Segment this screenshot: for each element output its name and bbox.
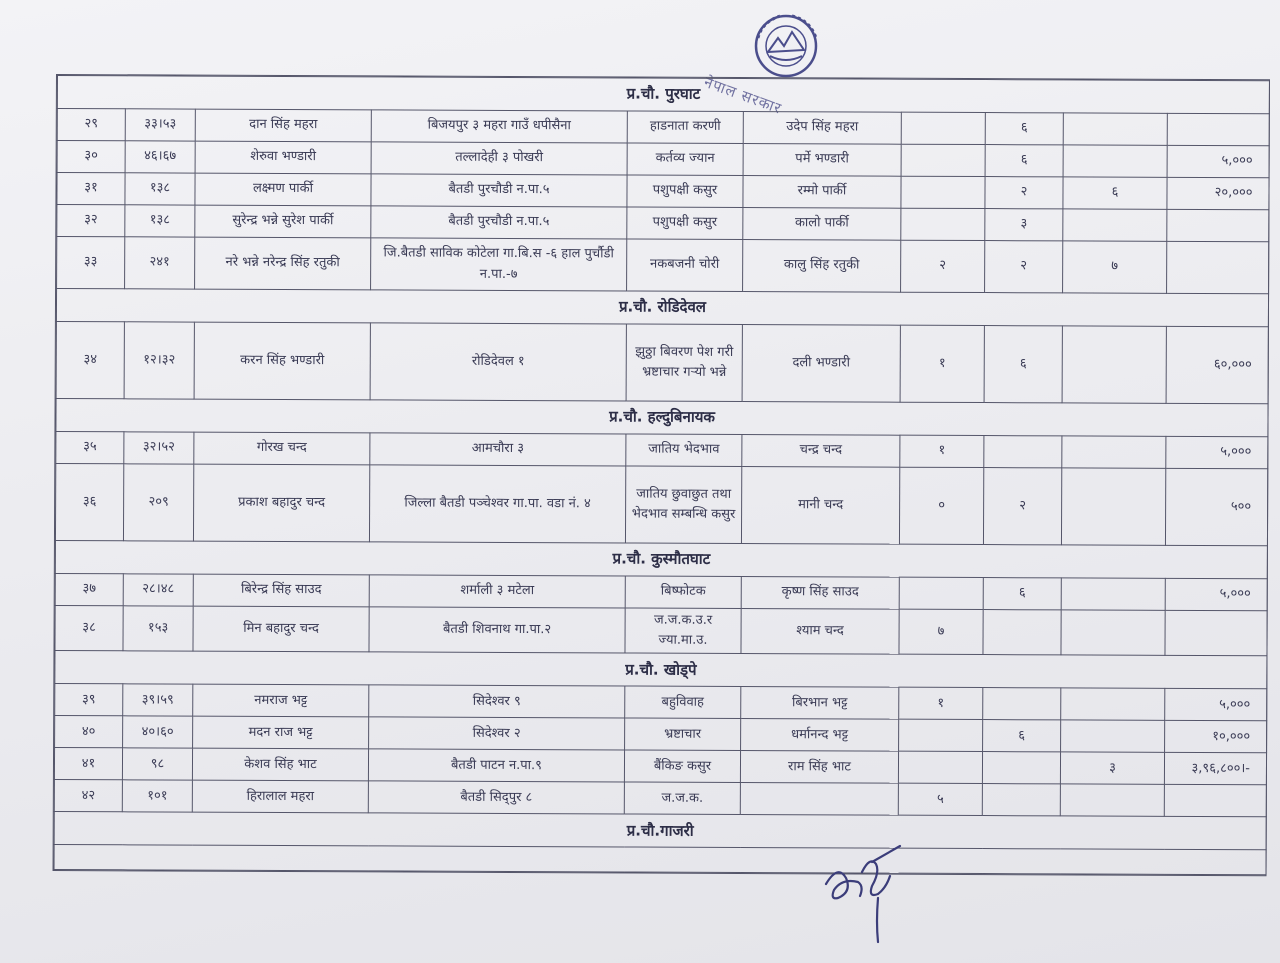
count1-cell: १ — [900, 435, 984, 467]
records-table — [54, 75, 1270, 876]
name-cell: मिन बहादुर चन्द — [193, 606, 369, 652]
count3-cell — [1063, 145, 1167, 177]
address-cell: बैतडी पुरचौडी न.पा.५ — [371, 206, 627, 239]
address-cell: सिदेश्वर ९ — [369, 685, 625, 718]
name-cell: नमराज भट्ट — [193, 684, 369, 717]
fine-cell: ५,००० — [1166, 436, 1268, 468]
guardian-cell: राम सिंह भाट — [740, 751, 898, 784]
guardian-cell: कृष्ण सिंह साउद — [741, 576, 899, 609]
count1-cell: १ — [899, 687, 983, 719]
id-cell: २४१ — [125, 237, 195, 289]
id-cell: १२।३२ — [124, 322, 194, 399]
offence-cell: ज.ज.क. — [624, 782, 740, 815]
government-seal-icon — [740, 8, 832, 78]
count2-cell — [983, 610, 1061, 656]
fine-cell: ५०० — [1165, 468, 1267, 545]
count2-cell: २ — [983, 468, 1061, 545]
count3-cell: ७ — [1063, 241, 1167, 293]
section-header-row — [55, 651, 1267, 689]
section-title: प्र.चौ. रोडिदेवल — [56, 289, 1268, 327]
name-cell: प्रकाश बहादुर चन्द — [193, 464, 369, 542]
serial-cell: ३२ — [57, 205, 125, 237]
count1-cell — [901, 112, 985, 144]
table-row — [55, 606, 1267, 657]
offence-cell: नकबजनी चोरी — [627, 239, 743, 292]
fine-cell: ५,००० — [1165, 689, 1267, 721]
address-cell: शर्माली ३ मटेला — [369, 575, 625, 608]
offence-cell: हाडनाता करणी — [627, 111, 743, 144]
table-row — [54, 748, 1266, 785]
count1-cell — [899, 577, 983, 609]
table-row — [54, 780, 1266, 817]
section-header-row — [54, 812, 1266, 850]
id-cell: २०९ — [123, 464, 193, 541]
address-cell: रोडिदेवल १ — [370, 323, 626, 401]
offence-cell: बिष्फोटक — [625, 576, 741, 609]
serial-cell: २९ — [57, 109, 125, 141]
fine-cell: ५,००० — [1165, 578, 1267, 610]
offence-cell: बैंकिङ कसुर — [624, 750, 740, 783]
count1-cell: ० — [899, 467, 983, 544]
table-row — [55, 464, 1267, 546]
name-cell: नरे भन्ने नरेन्द्र सिंह रतुकी — [195, 237, 371, 290]
offence-cell: बहुविवाह — [625, 686, 741, 719]
address-cell: बैतडी सिद्पुर ८ — [368, 781, 624, 814]
name-cell: सुरेन्द्र भन्ने सुरेश पार्की — [195, 205, 371, 238]
section-title: प्र.चौ. खोड्पे — [55, 651, 1267, 689]
count3-cell — [1060, 784, 1164, 816]
count1-cell — [901, 176, 985, 208]
count2-cell — [982, 752, 1060, 784]
table-row — [57, 173, 1269, 210]
id-cell: १३८ — [125, 205, 195, 237]
count3-cell — [1061, 578, 1165, 610]
count1-cell: ५ — [898, 783, 982, 815]
id-cell: १५३ — [123, 606, 193, 652]
fine-cell: १०,००० — [1165, 721, 1267, 753]
name-cell: गोरख चन्द — [194, 432, 370, 465]
table-row — [55, 716, 1267, 753]
section-title: प्र.चौ. हल्दुबिनायक — [56, 399, 1268, 437]
serial-cell: ३१ — [57, 173, 125, 205]
name-cell: लक्ष्मण पार्की — [195, 173, 371, 206]
count3-cell: ३ — [1060, 752, 1164, 784]
count2-cell: ६ — [983, 578, 1061, 610]
count2-cell: ६ — [983, 720, 1061, 752]
name-cell: दान सिंह महरा — [195, 109, 371, 142]
count2-cell: ६ — [984, 326, 1062, 403]
serial-cell: ३९ — [55, 684, 123, 716]
count3-cell — [1061, 610, 1165, 656]
guardian-cell: रम्मो पार्की — [743, 175, 901, 208]
blank-cell — [54, 845, 1266, 875]
id-cell: ३९।५९ — [123, 684, 193, 716]
offence-cell: पशुपक्षी कसुर — [627, 175, 743, 208]
guardian-cell: दली भण्डारी — [742, 324, 900, 402]
fine-cell: ५,००० — [1167, 145, 1269, 177]
serial-cell: ३५ — [56, 432, 124, 464]
guardian-cell: धर्मानन्द भट्ट — [741, 719, 899, 752]
id-cell: २८।४८ — [123, 574, 193, 606]
fine-cell — [1164, 785, 1266, 817]
count2-cell: ६ — [985, 113, 1063, 145]
count3-cell: ६ — [1063, 177, 1167, 209]
fine-cell — [1167, 241, 1269, 293]
serial-cell: ४१ — [54, 748, 122, 780]
offence-cell: ज.ज.क.उ.र ज्या.मा.उ. — [625, 608, 741, 654]
id-cell: ४६।६७ — [125, 141, 195, 173]
address-cell: सिदेश्वर २ — [369, 717, 625, 750]
count2-cell — [983, 688, 1061, 720]
fine-cell: ६०,००० — [1166, 326, 1268, 403]
count2-cell: ६ — [985, 145, 1063, 177]
count2-cell — [982, 784, 1060, 816]
id-cell: ३३।५३ — [125, 109, 195, 141]
id-cell: ३२।५२ — [124, 432, 194, 464]
name-cell: बिरेन्द्र सिंह साउद — [193, 574, 369, 607]
address-cell: बैतडी शिवनाथ गा.पा.२ — [369, 607, 625, 653]
offence-cell: झुठ्ठा बिवरण पेश गरी भ्रष्टाचार गऱ्यो भन्ने — [626, 324, 742, 402]
fine-cell: ३,९६,८००।- — [1164, 753, 1266, 785]
count2-cell: २ — [985, 241, 1063, 293]
serial-cell: ४० — [55, 716, 123, 748]
table-row — [57, 141, 1269, 178]
count1-cell: ७ — [899, 609, 983, 655]
offence-cell: पशुपक्षी कसुर — [627, 207, 743, 240]
count3-cell — [1061, 688, 1165, 720]
count3-cell — [1063, 113, 1167, 145]
serial-cell: ३६ — [55, 464, 123, 541]
count2-cell — [984, 436, 1062, 468]
serial-cell: ३८ — [55, 606, 123, 652]
count3-cell — [1062, 326, 1166, 403]
records-table-body — [54, 76, 1269, 876]
section-header-row — [57, 76, 1269, 114]
serial-cell: ३० — [57, 141, 125, 173]
count3-cell — [1061, 720, 1165, 752]
address-cell: बैतडी पुरचौडी न.पा.५ — [371, 174, 627, 207]
guardian-cell: मानी चन्द — [741, 466, 899, 544]
name-cell: केशव सिंह भाट — [192, 748, 368, 781]
address-cell: आमचौरा ३ — [370, 433, 626, 466]
table-row — [57, 237, 1269, 294]
offence-cell: जातिय छुवाछुत तथा भेदभाव सम्बन्धि कसुर — [625, 466, 741, 544]
count1-cell: २ — [901, 240, 985, 292]
address-cell: बैतडी पाटन न.पा.९ — [368, 749, 624, 782]
table-row — [55, 684, 1267, 721]
signature-icon — [812, 842, 908, 946]
guardian-cell: उदेप सिंह महरा — [743, 111, 901, 144]
count1-cell — [901, 208, 985, 240]
name-cell: मदन राज भट्ट — [193, 716, 369, 749]
stamp-text: नेपाल सरकार — [701, 72, 785, 118]
serial-cell: ३४ — [56, 322, 124, 399]
count2-cell: ३ — [985, 209, 1063, 241]
count1-cell — [899, 719, 983, 751]
fine-cell — [1167, 209, 1269, 241]
section-title: प्र.चौ. कुस्मौतघाट — [55, 541, 1267, 579]
section-header-row — [56, 289, 1268, 327]
serial-cell: ४२ — [54, 780, 122, 812]
section-title: प्र.चौ.गाजरी — [54, 812, 1266, 850]
offence-cell: कर्तव्य ज्यान — [627, 143, 743, 176]
name-cell: शेरुवा भण्डारी — [195, 141, 371, 174]
section-header-row — [55, 541, 1267, 579]
id-cell: १०१ — [122, 780, 192, 812]
guardian-cell — [740, 783, 898, 816]
count2-cell: २ — [985, 177, 1063, 209]
table-row — [57, 205, 1269, 242]
address-cell: तल्लादेही ३ पोखरी — [371, 142, 627, 175]
guardian-cell: चन्द्र चन्द — [742, 434, 900, 467]
count1-cell — [898, 751, 982, 783]
name-cell: करन सिंह भण्डारी — [194, 322, 370, 400]
section-title: प्र.चौ. पुरघाट — [57, 76, 1269, 114]
table-row — [56, 322, 1268, 404]
offence-cell: भ्रष्टाचार — [625, 718, 741, 751]
id-cell: ४०।६० — [123, 716, 193, 748]
guardian-cell: बिरभान भट्ट — [741, 687, 899, 720]
guardian-cell: श्याम चन्द — [741, 608, 899, 654]
address-cell: बिजयपुर ३ महरा गाउँ धपीसैना — [371, 110, 627, 143]
table-row — [55, 574, 1267, 611]
count3-cell — [1061, 468, 1165, 545]
section-header-row — [56, 399, 1268, 437]
guardian-cell: पर्मे भण्डारी — [743, 143, 901, 176]
offence-cell: जातिय भेदभाव — [626, 434, 742, 467]
address-cell: जि.बैतडी साविक कोटेला गा.बि.स -६ हाल पुर्चौडी न.पा.-७ — [371, 238, 627, 291]
guardian-cell: कालु सिंह रतुकी — [743, 239, 901, 292]
guardian-cell: कालो पार्की — [743, 207, 901, 240]
records-table-sheet — [53, 74, 1270, 877]
address-cell: जिल्ला बैतडी पञ्चेश्वर गा.पा. वडा नं. ४ — [369, 465, 625, 543]
id-cell: ९८ — [122, 748, 192, 780]
fine-cell — [1165, 610, 1267, 656]
count1-cell: १ — [900, 325, 984, 402]
table-row — [57, 109, 1269, 146]
count3-cell — [1062, 436, 1166, 468]
id-cell: १३८ — [125, 173, 195, 205]
name-cell: हिरालाल महरा — [192, 780, 368, 813]
fine-cell — [1167, 113, 1269, 145]
fine-cell: २०,००० — [1167, 177, 1269, 209]
serial-cell: ३३ — [57, 237, 125, 289]
count3-cell — [1063, 209, 1167, 241]
table-footer-row — [54, 845, 1266, 875]
count1-cell — [901, 144, 985, 176]
serial-cell: ३७ — [55, 574, 123, 606]
table-row — [56, 432, 1268, 469]
